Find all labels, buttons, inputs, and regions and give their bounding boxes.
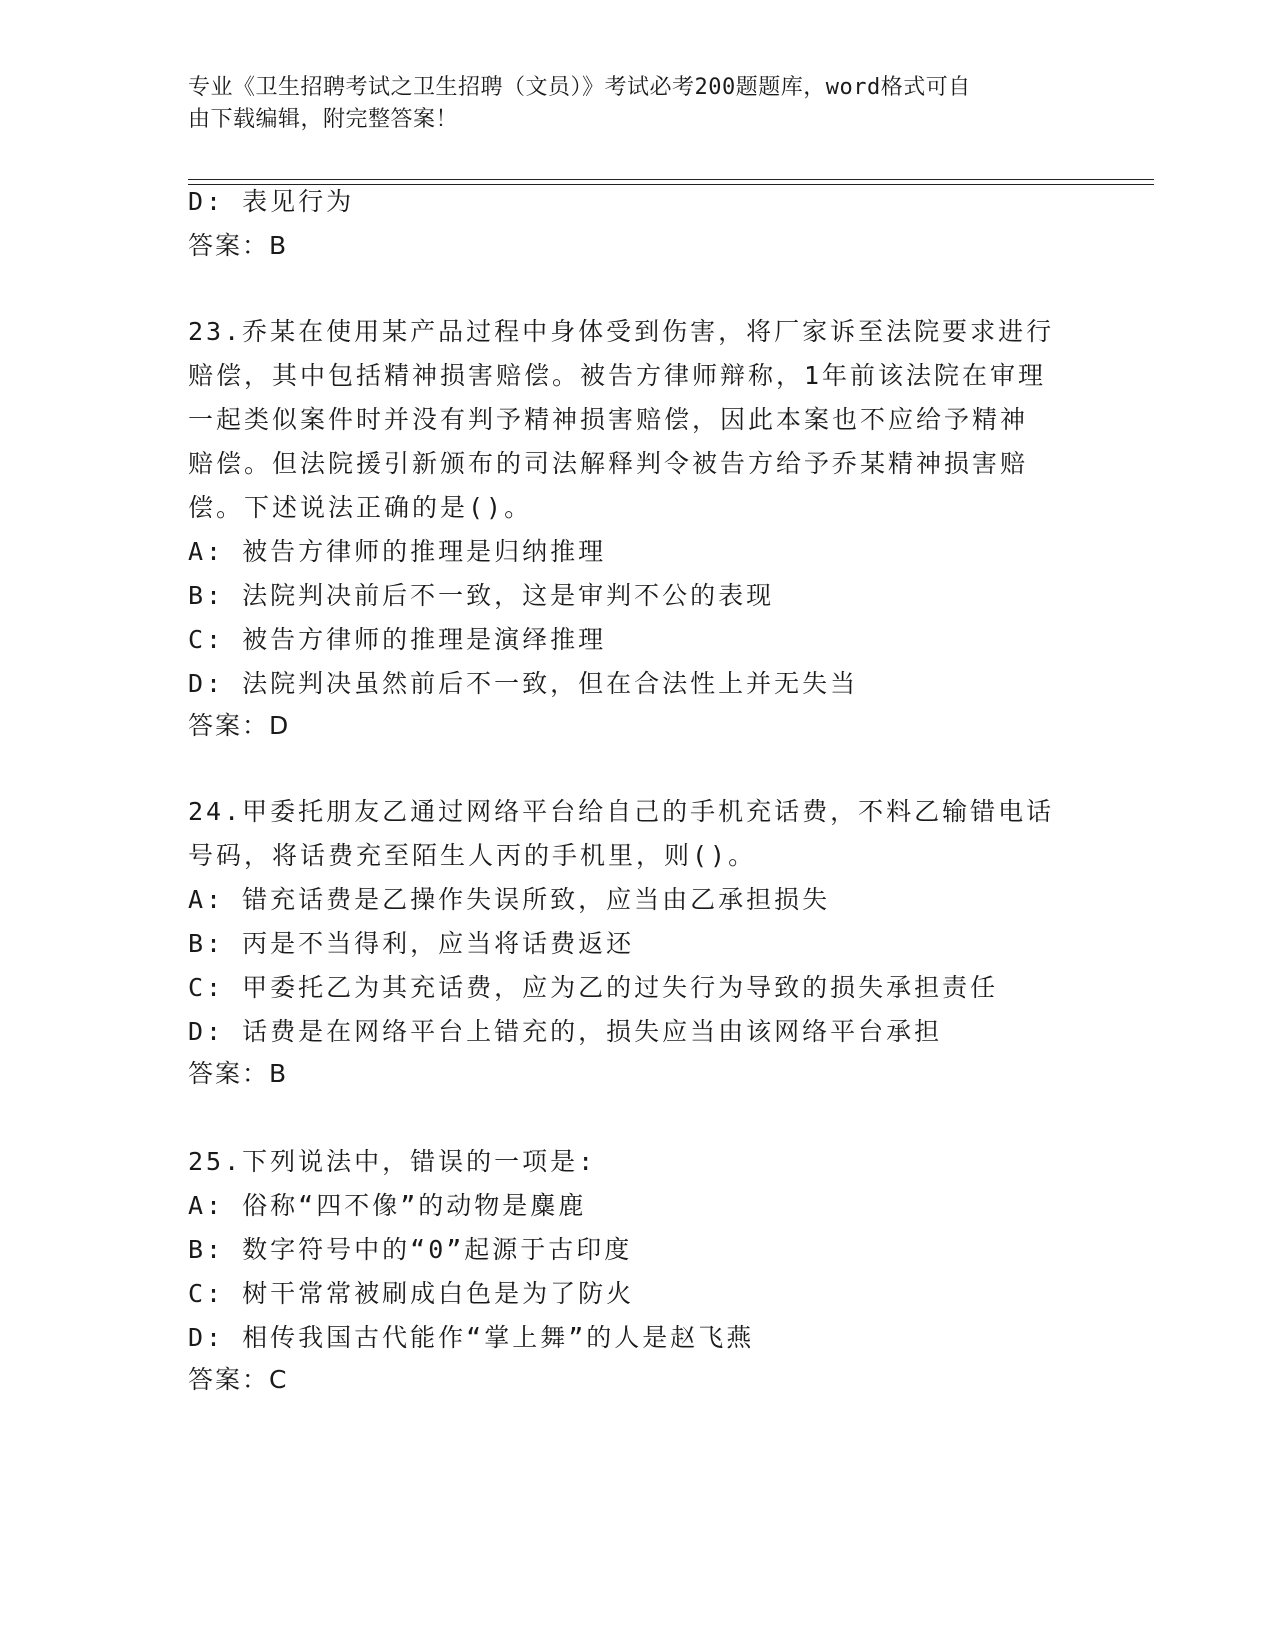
q23-answer: 答案：D (188, 711, 291, 740)
q24-option-a: A: 错充话费是乙操作失误所致，应当由乙承担损失 (188, 885, 831, 914)
prev-answer: 答案：B (188, 231, 289, 260)
q23-option-b: B: 法院判决前后不一致，这是审判不公的表现 (188, 581, 775, 610)
q24-stem-line: 24.甲委托朋友乙通过网络平台给自己的手机充话费，不料乙输错电话 (188, 797, 1055, 826)
q23-stem-line: 23.乔某在使用某产品过程中身体受到伤害，将厂家诉至法院要求进行 (188, 317, 1055, 346)
prev-option-d: D: 表见行为 (188, 187, 355, 216)
q24-stem-line: 号码，将话费充至陌生人丙的手机里，则()。 (188, 841, 757, 870)
document-header (188, 72, 1088, 136)
header-line-2: 由下载编辑，附完整答案！ (188, 107, 459, 132)
q24-option-d: D: 话费是在网络平台上错充的，损失应当由该网络平台承担 (188, 1017, 943, 1046)
q24-option-b: B: 丙是不当得利，应当将话费返还 (188, 929, 635, 958)
q23-stem-line: 一起类似案件时并没有判予精神损害赔偿，因此本案也不应给予精神 (188, 405, 1029, 434)
q25-option-b: B: 数字符号中的“0”起源于古印度 (188, 1235, 633, 1264)
q23-stem-line: 偿。下述说法正确的是()。 (188, 493, 533, 522)
q23-option-c: C: 被告方律师的推理是演绎推理 (188, 625, 607, 654)
header-line-1: 专业《卫生招聘考试之卫生招聘（文员）》考试必考200题题库，word格式可自 (188, 75, 971, 100)
header-divider-top (188, 179, 1154, 180)
q25-option-a: A: 俗称“四不像”的动物是麋鹿 (188, 1191, 587, 1220)
q23-option-d: D: 法院判决虽然前后不一致，但在合法性上并无失当 (188, 669, 859, 698)
q23-stem-line: 赔偿。但法院援引新颁布的司法解释判令被告方给予乔某精神损害赔 (188, 449, 1029, 478)
q24-option-c: C: 甲委托乙为其充话费，应为乙的过失行为导致的损失承担责任 (188, 973, 999, 1002)
q23-option-a: A: 被告方律师的推理是归纳推理 (188, 537, 607, 566)
q25-answer: 答案：C (188, 1365, 289, 1394)
q25-option-c: C: 树干常常被刷成白色是为了防火 (188, 1279, 635, 1308)
q25-option-d: D: 相传我国古代能作“掌上舞”的人是赵飞燕 (188, 1323, 755, 1352)
q25-stem-line: 25.下列说法中，错误的一项是: (188, 1147, 597, 1176)
q24-answer: 答案：B (188, 1059, 289, 1088)
q23-stem-line: 赔偿，其中包括精神损害赔偿。被告方律师辩称，1年前该法院在审理 (188, 361, 1047, 390)
